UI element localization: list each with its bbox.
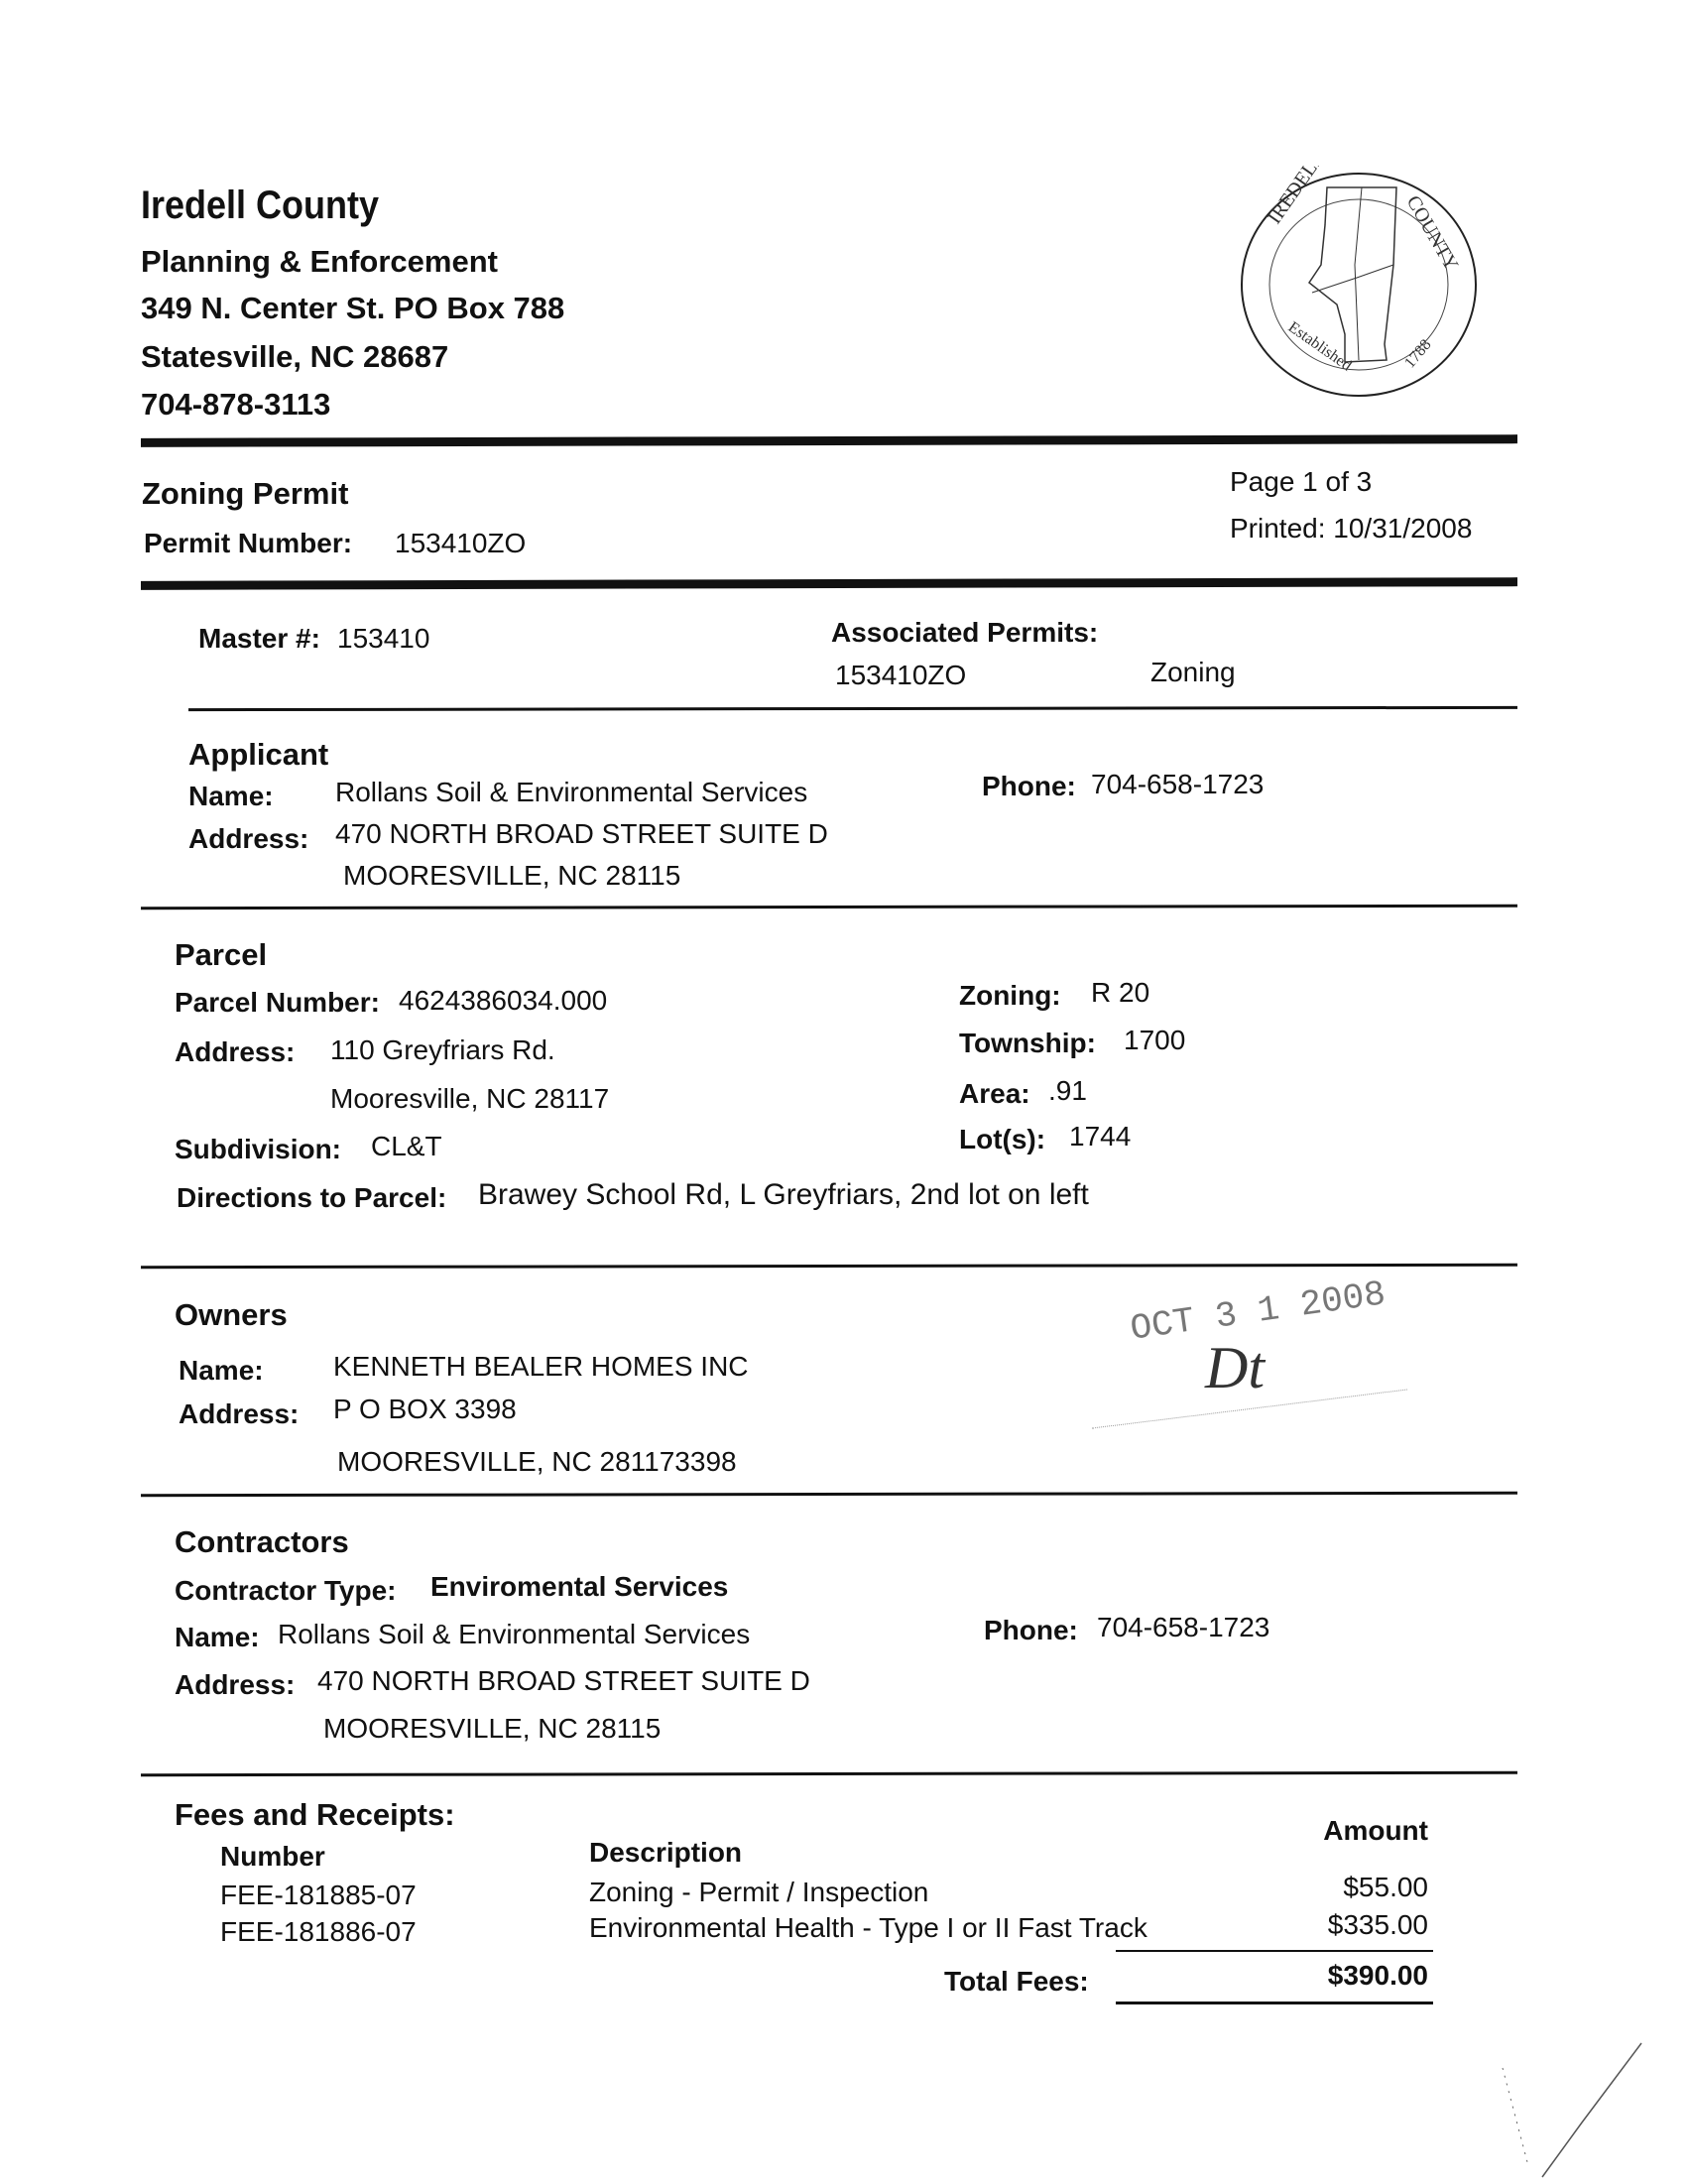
- master-label: Master #:: [198, 623, 320, 654]
- applicant-phone-label: Phone:: [982, 771, 1076, 801]
- applicant-name-label: Name:: [188, 781, 274, 811]
- pencil-checkmark-icon: [1498, 2023, 1656, 2179]
- fee-row-2-description: Environmental Health - Type I or II Fast Track: [589, 1912, 1147, 1943]
- contractor-address-line2: MOORESVILLE, NC 28115: [323, 1713, 662, 1744]
- county-seal-icon: [1238, 166, 1481, 404]
- township-label: Township:: [959, 1028, 1096, 1058]
- owner-address-label: Address:: [179, 1398, 300, 1429]
- associated-permit-number: 153410ZO: [835, 660, 967, 690]
- fee-row-1-description: Zoning - Permit / Inspection: [589, 1877, 929, 1907]
- fees-column-number: Number: [220, 1841, 325, 1872]
- parcel-divider: [141, 1264, 1517, 1269]
- applicant-name: Rollans Soil & Environmental Services: [335, 777, 808, 807]
- master-number: 153410: [337, 623, 430, 654]
- permit-number: 153410ZO: [395, 528, 527, 558]
- printed-date: Printed: 10/31/2008: [1230, 513, 1473, 544]
- initials-signature: Dt: [1205, 1335, 1265, 1400]
- contractor-phone-label: Phone:: [984, 1615, 1078, 1645]
- zoning-value: R 20: [1091, 977, 1150, 1008]
- subdivision-value: CL&T: [371, 1131, 442, 1161]
- fee-row-1-number: FEE-181885-07: [220, 1880, 417, 1910]
- contractor-type-value: Enviromental Services: [430, 1571, 729, 1602]
- owner-address-line1: P O BOX 3398: [333, 1394, 517, 1424]
- associated-permits-label: Associated Permits:: [831, 617, 1099, 648]
- township-value: 1700: [1124, 1025, 1186, 1055]
- parcel-number: 4624386034.000: [399, 985, 608, 1016]
- permit-divider: [141, 577, 1517, 590]
- contractors-divider: [141, 1771, 1517, 1776]
- lots-label: Lot(s):: [959, 1124, 1046, 1154]
- master-divider: [188, 706, 1517, 711]
- fees-total-line: [1116, 2002, 1433, 2004]
- fees-heading: Fees and Receipts:: [175, 1797, 455, 1832]
- svg-text:COUNTY: COUNTY: [1401, 191, 1463, 275]
- fee-row-1-amount: $55.00: [1343, 1872, 1428, 1902]
- contractor-name-label: Name:: [175, 1622, 260, 1652]
- applicant-phone: 704-658-1723: [1091, 769, 1265, 799]
- permit-title: Zoning Permit: [142, 476, 349, 511]
- department-city: Statesville, NC 28687: [141, 339, 449, 374]
- applicant-heading: Applicant: [188, 737, 329, 772]
- directions-label: Directions to Parcel:: [177, 1182, 447, 1213]
- area-value: .91: [1048, 1075, 1087, 1106]
- contractors-heading: Contractors: [175, 1524, 349, 1559]
- contractor-address-label: Address:: [175, 1669, 296, 1700]
- parcel-heading: Parcel: [175, 937, 268, 972]
- department-name: Planning & Enforcement: [141, 244, 498, 279]
- total-fees-label: Total Fees:: [944, 1966, 1089, 1997]
- subdivision-label: Subdivision:: [175, 1134, 341, 1164]
- fees-subtotal-line: [1116, 1950, 1433, 1952]
- svg-text:1788: 1788: [1401, 336, 1435, 372]
- parcel-address-line1: 110 Greyfriars Rd.: [330, 1034, 555, 1065]
- area-label: Area:: [959, 1078, 1030, 1109]
- zoning-label: Zoning:: [959, 980, 1061, 1011]
- contractor-name: Rollans Soil & Environmental Services: [278, 1619, 751, 1649]
- total-fees-value: $390.00: [1327, 1960, 1428, 1991]
- parcel-address-label: Address:: [175, 1036, 296, 1067]
- directions-value: Brawey School Rd, L Greyfriars, 2nd lot on left: [478, 1178, 1089, 1211]
- applicant-address-line2: MOORESVILLE, NC 28115: [343, 860, 681, 891]
- fee-row-2-number: FEE-181886-07: [220, 1916, 417, 1947]
- county-name: Iredell County: [141, 183, 380, 227]
- owners-divider: [141, 1492, 1517, 1497]
- applicant-divider: [141, 905, 1517, 910]
- received-date-stamp: OCT 3 1 2008: [1128, 1274, 1388, 1350]
- svg-text:IREDELL: IREDELL: [1264, 166, 1329, 228]
- contractor-phone: 704-658-1723: [1097, 1612, 1270, 1642]
- owner-address-line2: MOORESVILLE, NC 281173398: [337, 1446, 737, 1477]
- fees-column-description: Description: [589, 1837, 743, 1868]
- parcel-address-line2: Mooresville, NC 28117: [330, 1083, 610, 1114]
- applicant-address-line1: 470 NORTH BROAD STREET SUITE D: [335, 818, 828, 849]
- permit-number-label: Permit Number:: [144, 528, 353, 558]
- owners-heading: Owners: [175, 1297, 288, 1332]
- department-address: 349 N. Center St. PO Box 788: [141, 291, 565, 325]
- contractor-address-line1: 470 NORTH BROAD STREET SUITE D: [317, 1665, 810, 1696]
- parcel-number-label: Parcel Number:: [175, 987, 380, 1018]
- page-indicator: Page 1 of 3: [1230, 466, 1373, 497]
- department-phone: 704-878-3113: [141, 387, 331, 422]
- svg-text:Established: Established: [1284, 318, 1355, 375]
- contractor-type-label: Contractor Type:: [175, 1575, 397, 1606]
- fees-column-amount: Amount: [1323, 1815, 1428, 1846]
- associated-permit-type: Zoning: [1150, 657, 1236, 687]
- fee-row-2-amount: $335.00: [1327, 1909, 1428, 1940]
- lots-value: 1744: [1069, 1121, 1132, 1152]
- applicant-address-label: Address:: [188, 823, 309, 854]
- header-divider: [141, 434, 1517, 447]
- owner-name-label: Name:: [179, 1355, 264, 1386]
- owner-name: KENNETH BEALER HOMES INC: [333, 1351, 749, 1382]
